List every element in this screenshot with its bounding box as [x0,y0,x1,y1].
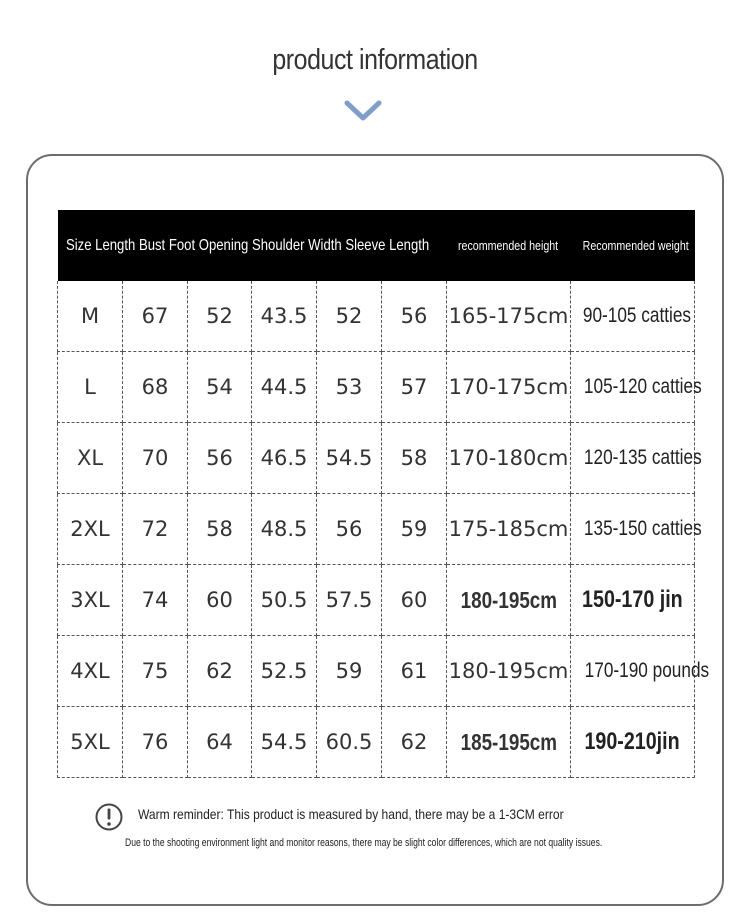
cell-bust: 62 [188,636,252,707]
cell-foot-opening: 46.5 [252,423,317,494]
cell-recommended-weight: 170-190 pounds [571,636,695,707]
cell-bust: 56 [188,423,252,494]
cell-shoulder-width: 60.5 [317,707,382,778]
cell-sleeve-length: 61 [382,636,447,707]
cell-recommended-height: 180-195cm [447,636,571,707]
table-row [58,423,695,494]
table-row [58,494,695,565]
disclaimer-text: Due to the shooting environment light and monitor reasons, there may be slight color differences, which are not quality issues. [125,837,603,849]
cell-sleeve-length: 58 [382,423,447,494]
cell-bust: 58 [188,494,252,565]
cell-recommended-height: 170-175cm [447,352,571,423]
cell-recommended-weight: 135-150 catties [571,494,695,565]
page-title: product information [272,44,478,76]
header-recommended-weight: Recommended weight [571,210,695,281]
cell-foot-opening: 48.5 [252,494,317,565]
cell-recommended-weight: 150-170 jin [571,565,695,636]
cell-recommended-height: 185-195cm [447,707,571,778]
table-header-row [58,210,695,281]
reminder-text: Warm reminder: This product is measured by hand, there may be a 1-3CM error [138,806,564,822]
cell-recommended-height: 180-195cm [447,565,571,636]
cell-length: 76 [123,707,188,778]
cell-size: 3XL [58,565,123,636]
cell-shoulder-width: 52 [317,281,382,352]
cell-shoulder-width: 56 [317,494,382,565]
cell-length: 74 [123,565,188,636]
size-table [57,210,710,778]
cell-recommended-weight: 105-120 catties [571,352,695,423]
cell-recommended-height: 170-180cm [447,423,571,494]
cell-sleeve-length: 57 [382,352,447,423]
cell-foot-opening: 54.5 [252,707,317,778]
cell-size: XL [58,423,123,494]
table-row [58,636,695,707]
cell-shoulder-width: 54.5 [317,423,382,494]
cell-size: 5XL [58,707,123,778]
cell-length: 72 [123,494,188,565]
cell-bust: 54 [188,352,252,423]
cell-shoulder-width: 57.5 [317,565,382,636]
cell-foot-opening: 43.5 [252,281,317,352]
cell-recommended-weight: 90-105 catties [571,281,695,352]
table-row [58,707,695,778]
cell-foot-opening: 50.5 [252,565,317,636]
cell-recommended-weight: 190-210jin [571,707,695,778]
header-recommended-height: recommended height [447,210,571,281]
cell-size: M [58,281,123,352]
header-measurements: Size Length Bust Foot Opening Shoulder Width Sleeve Length [58,210,447,281]
cell-length: 67 [123,281,188,352]
cell-foot-opening: 52.5 [252,636,317,707]
cell-bust: 64 [188,707,252,778]
cell-foot-opening: 44.5 [252,352,317,423]
cell-bust: 52 [188,281,252,352]
cell-recommended-height: 175-185cm [447,494,571,565]
cell-sleeve-length: 56 [382,281,447,352]
chevron-down-icon [343,98,383,124]
table-row [58,352,695,423]
cell-length: 75 [123,636,188,707]
table-row [58,281,695,352]
cell-length: 70 [123,423,188,494]
cell-sleeve-length: 60 [382,565,447,636]
table-row [58,565,695,636]
cell-length: 68 [123,352,188,423]
cell-size: L [58,352,123,423]
cell-sleeve-length: 62 [382,707,447,778]
cell-size: 2XL [58,494,123,565]
exclamation-icon [94,802,124,832]
cell-recommended-height: 165-175cm [447,281,571,352]
cell-size: 4XL [58,636,123,707]
cell-recommended-weight: 120-135 catties [571,423,695,494]
cell-shoulder-width: 53 [317,352,382,423]
cell-shoulder-width: 59 [317,636,382,707]
cell-bust: 60 [188,565,252,636]
cell-sleeve-length: 59 [382,494,447,565]
